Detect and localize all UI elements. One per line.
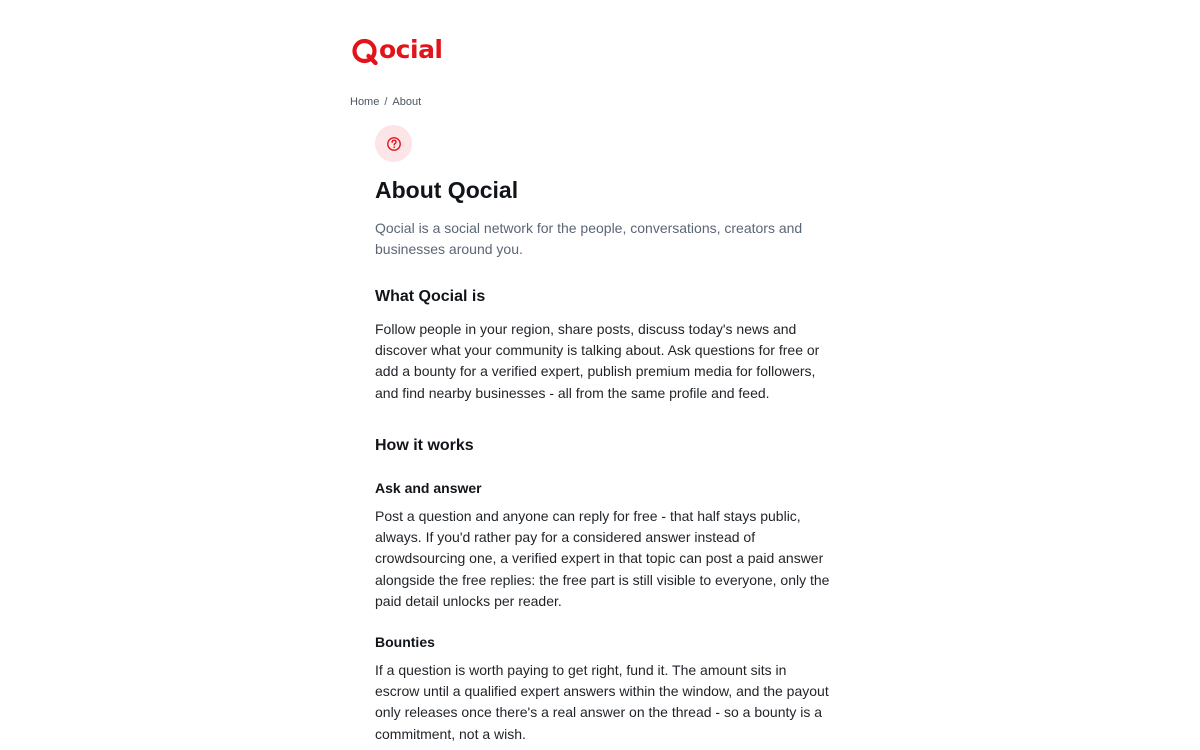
about-content <box>375 125 835 742</box>
page-title: About Qocial <box>375 177 519 203</box>
question-circle-icon <box>386 136 402 152</box>
logo-wordmark: ocial <box>379 35 443 64</box>
qocial-logo[interactable] <box>352 30 443 64</box>
page-lede: Qocial is a social network for the people, conversations, creators and businesses around you. <box>375 220 803 257</box>
subsection-body-bounties: If a question is worth paying to get right, fund it. The amount sits in escrow until a qualified expert answers within the window, and the payout only releases once there's a real answer on the thread - so a bounty is a commitment, not a wish. <box>375 662 829 742</box>
breadcrumb-current: About <box>392 96 422 108</box>
breadcrumb-separator: / <box>384 96 388 108</box>
subsection-body-ask: Post a question and anyone can reply for free - that half stays public, always. If you'd rather pay for a considered answer instead of crowdsourcing one, a verified expert in that topic can post a paid answer alongside the free replies: the free part is still visible to everyone, only the paid detail unlocks per reader. <box>375 508 830 609</box>
breadcrumb-home-link[interactable]: Home <box>350 96 380 108</box>
section-heading-how: How it works <box>375 437 474 454</box>
breadcrumb <box>350 96 421 108</box>
help-badge <box>375 125 412 162</box>
logo-q-mark <box>352 38 378 64</box>
subsection-heading-ask: Ask and answer <box>375 480 482 496</box>
section-heading-what: What Qocial is <box>375 288 486 305</box>
subsection-heading-bounties: Bounties <box>375 634 435 650</box>
section-body-what: Follow people in your region, share posts, discuss today's news and discover what your community is talking about. Ask questions for free or add a bounty for a verified expert, publish premium media for followers, and find nearby businesses - all from the same profile and feed. <box>375 321 820 401</box>
